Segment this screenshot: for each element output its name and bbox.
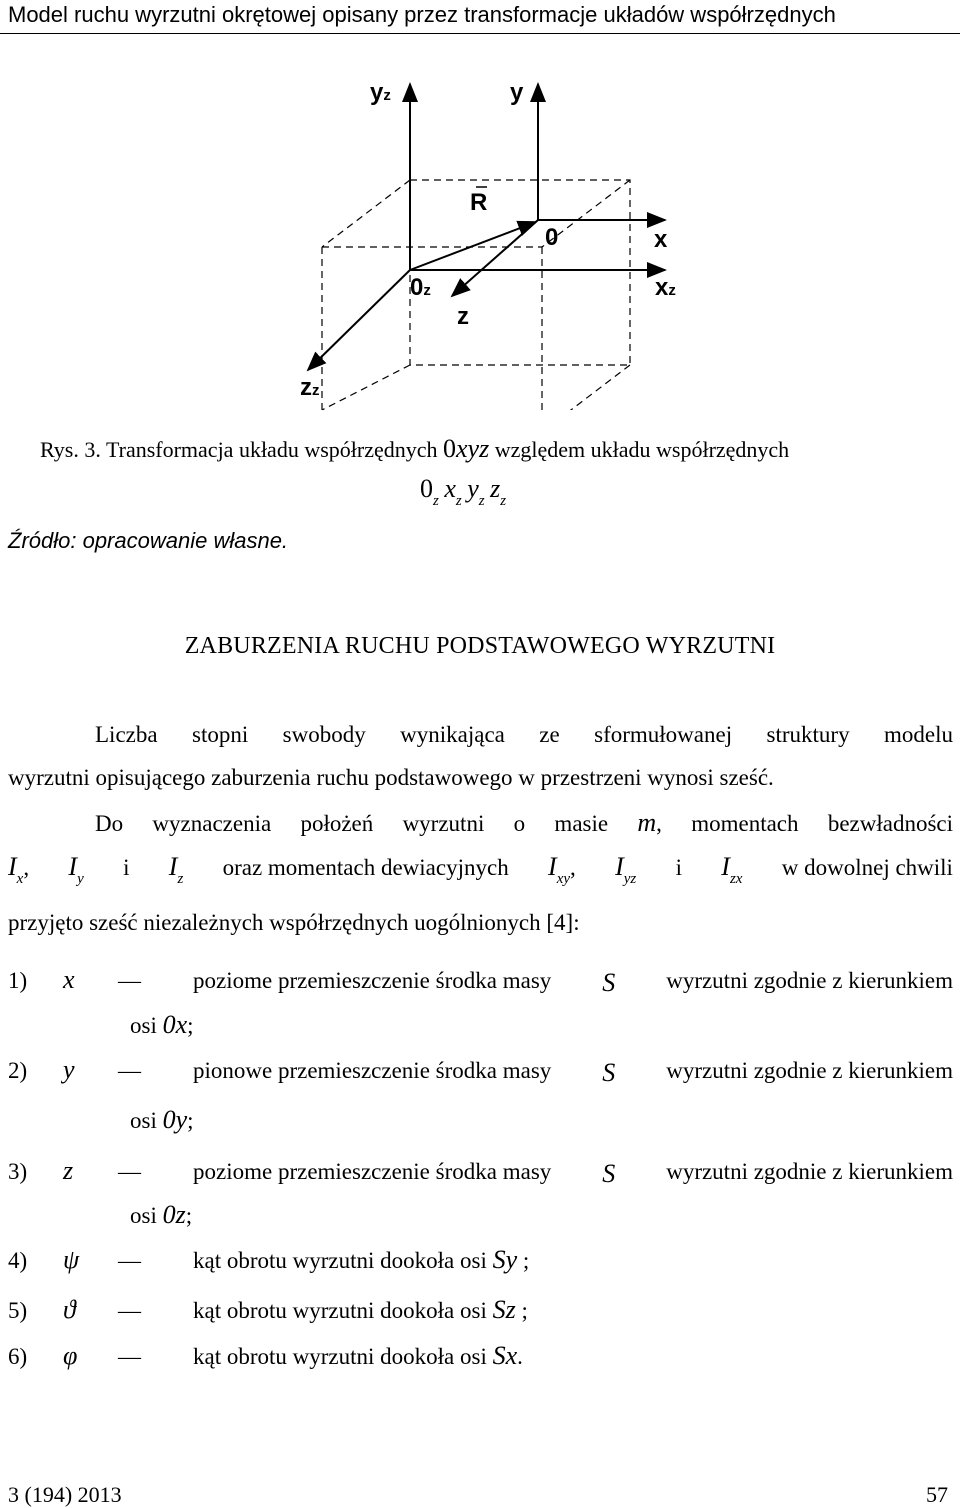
paragraph-line: przyjęto sześć niezależnych współrzędnych uogólnionych [4]: — [8, 910, 580, 935]
list-item: 5) ϑ — kąt obrotu wyrzutni dookoła osi Sz ; — [8, 1295, 528, 1324]
list-item: 6) φ — kąt obrotu wyrzutni dookoła osi Sx . — [8, 1341, 523, 1370]
label-origin: 0 — [545, 224, 559, 251]
axis-z — [452, 220, 538, 296]
figure-caption: Rys. 3. Transformacja układu współrzędnych 0xyz względem układu współrzędnych — [40, 434, 790, 463]
svg-text:0z: 0z — [410, 274, 431, 301]
label-R: R — [470, 189, 488, 216]
running-title: Model ruchu wyrzutni okrętowej opisany przez transformacje układów współrzędnych — [8, 2, 836, 27]
list-item: 3) z — poziome przemieszczenie środka masy S wyrzutni zgodnie z kierunkiem — [8, 1156, 953, 1188]
svg-text:xz: xz — [655, 274, 676, 301]
paragraph-line: Do wyznaczenia położeń wyrzutni o masie m, momentach bezwładności — [95, 808, 953, 837]
paragraph-line-inertia: $I_x$, $I_y$ i $I_z$ oraz momentach dewiacyjnych $I_{xy}$, $I_{yz}$ i $I_{zx}$ w dowolnej chwili — [8, 852, 953, 887]
header-divider — [0, 33, 960, 34]
list-item: 2) y — pionowe przemieszczenie środka masy S wyrzutni zgodnie z kierunkiem — [8, 1055, 953, 1087]
svg-text:zz: zz — [300, 374, 320, 401]
vector-R — [410, 222, 536, 270]
list-item-axis: osi 0y; — [130, 1105, 194, 1134]
label-z: z — [457, 303, 469, 330]
label-oz: 0 — [410, 274, 424, 301]
list-item: 1) x — poziome przemieszczenie środka masy S wyrzutni zgodnie z kierunkiem — [8, 965, 953, 997]
footer-issue: 3 (194) 2013 — [8, 1482, 122, 1507]
figure-source: Źródło: opracowanie własne. — [8, 528, 289, 553]
figure-caption-formula: $0_z$ $x_z$ $y_z$ $z_z$ — [420, 474, 507, 509]
label-y: y — [510, 79, 524, 106]
label-yz: y — [370, 79, 384, 106]
list-item-axis: osi 0z; — [130, 1200, 193, 1229]
svg-text:yz: yz — [370, 79, 391, 106]
coordinate-figure — [270, 70, 710, 410]
label-x: x — [654, 226, 668, 253]
axis-zz — [308, 270, 410, 370]
label-zz: z — [300, 374, 312, 401]
list-item-axis: osi 0x; — [130, 1010, 194, 1039]
list-item: 4) ψ — kąt obrotu wyrzutni dookoła osi Sy ; — [8, 1245, 530, 1274]
paragraph-line: wyrzutni opisującego zaburzenia ruchu podstawowego w przestrzeni wynosi sześć. — [8, 765, 774, 790]
footer-page-number: 57 — [926, 1482, 948, 1507]
paragraph-line: Liczba stopni swobody wynikająca ze sformułowanej struktury modelu — [95, 722, 953, 747]
section-title: ZABURZENIA RUCHU PODSTAWOWEGO WYRZUTNI — [184, 633, 776, 659]
label-xz: x — [655, 274, 669, 301]
